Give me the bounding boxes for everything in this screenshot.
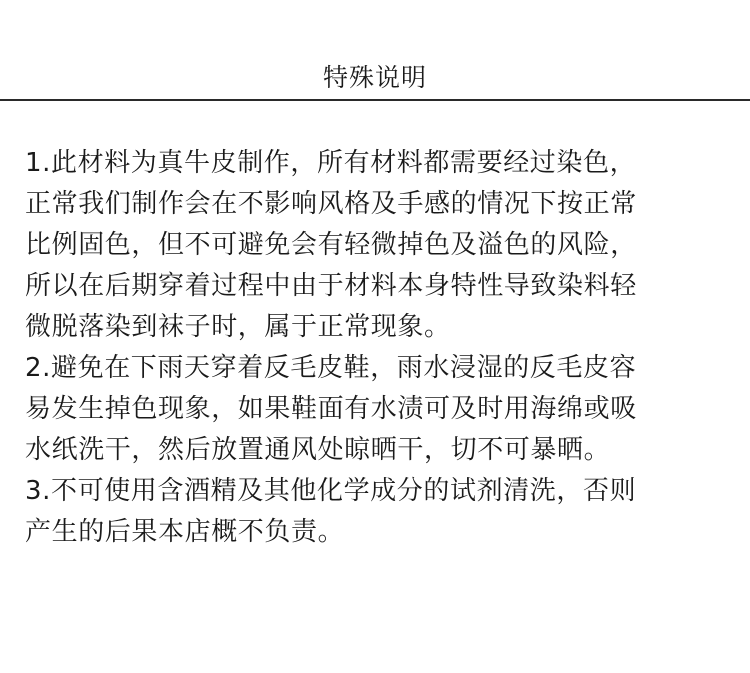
- notice-line: 1.此材料为真牛皮制作，所有材料都需要经过染色，: [25, 148, 637, 178]
- notice-body: [25, 143, 745, 553]
- title-divider: [0, 99, 750, 101]
- notice-line: 易发生掉色现象，如果鞋面有水渍可及时用海绵或吸: [25, 394, 637, 424]
- notice-line: 2.避免在下雨天穿着反毛皮鞋，雨水浸湿的反毛皮容: [25, 353, 637, 383]
- notice-line: 正常我们制作会在不影响风格及手感的情况下按正常: [25, 189, 637, 219]
- notice-line: 比例固色，但不可避免会有轻微掉色及溢色的风险，: [25, 230, 637, 260]
- notice-line: 所以在后期穿着过程中由于材料本身特性导致染料轻: [25, 271, 637, 301]
- notice-line: 微脱落染到袜子时，属于正常现象。: [25, 312, 451, 342]
- page-title: 特殊说明: [322, 63, 427, 92]
- notice-line: 3.不可使用含酒精及其他化学成分的试剂清洗，否则: [25, 476, 637, 506]
- notice-line: 产生的后果本店概不负责。: [25, 517, 345, 547]
- notice-line: 水纸洗干，然后放置通风处晾晒干，切不可暴晒。: [25, 435, 611, 465]
